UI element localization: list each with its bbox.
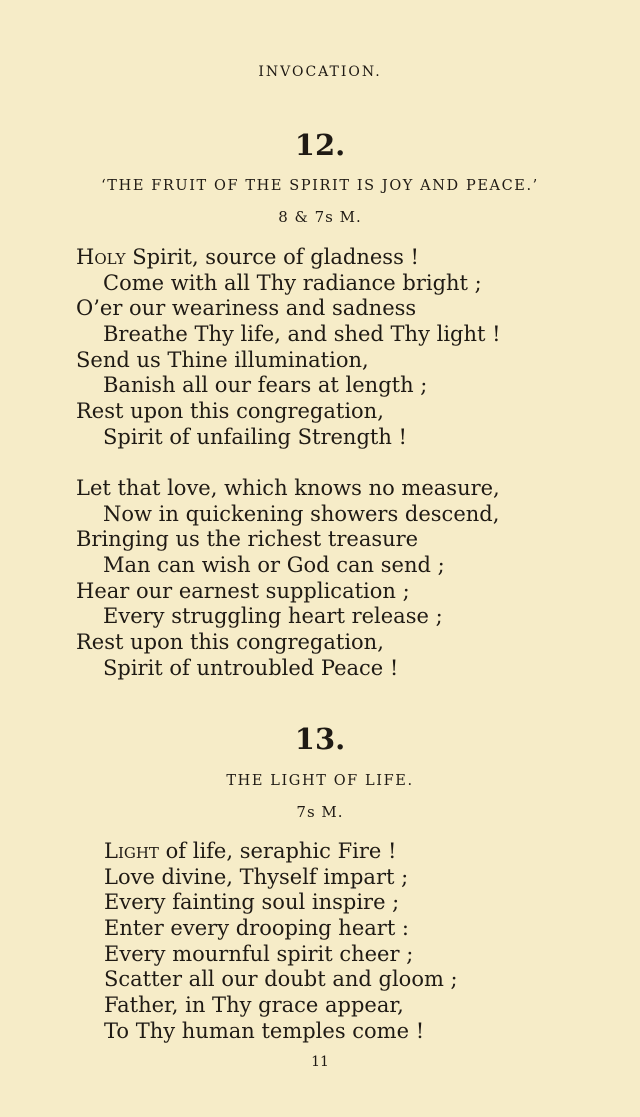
verse-line: Love divine, Thyself impart ; <box>104 864 409 889</box>
hymn-number: 13. <box>294 722 346 756</box>
verse-line: Send us Thine illumination, <box>76 347 369 372</box>
verse-line: Spirit of unfailing Strength ! <box>103 424 407 449</box>
verse-line: Every struggling heart release ; <box>103 604 443 629</box>
verse-line: Breathe Thy life, and shed Thy light ! <box>103 322 501 347</box>
verse-line: Spirit of untroubled Peace ! <box>103 655 399 680</box>
stanza <box>76 476 500 682</box>
verse-line: Hear our earnest supplication ; <box>76 578 410 603</box>
hymn-title: ‘THE FRUIT OF THE SPIRIT IS JOY AND PEACE.’ <box>101 178 539 194</box>
verse-line: O’er our weariness and sadness <box>76 296 417 321</box>
verse-line: Rest upon this congregation, <box>76 399 384 424</box>
stanza <box>76 245 501 451</box>
verse-line: Every fainting soul inspire ; <box>104 890 400 915</box>
verse-line-rest: of life, seraphic Fire ! <box>165 839 397 863</box>
verse-line: Come with all Thy radiance bright ; <box>103 270 482 295</box>
verse-line-rest: Spirit, source of gladness ! <box>132 245 419 269</box>
verse-line: Banish all our fears at length ; <box>103 373 428 398</box>
hymn-number: 12. <box>294 128 346 162</box>
hymn-meter: 8 & 7s M. <box>278 208 362 226</box>
page-number: 11 <box>311 1054 329 1070</box>
verse-line: Every mournful spirit cheer ; <box>104 941 414 966</box>
verse-line: Rest upon this congregation, <box>76 630 384 655</box>
hymn-meter: 7s M. <box>296 803 344 821</box>
verse-line <box>76 245 501 271</box>
verse-line: Scatter all our doubt and gloom ; <box>104 967 458 992</box>
stanza <box>104 839 458 1045</box>
verse-line: To Thy human temples come ! <box>104 1018 425 1043</box>
verse-line: Enter every drooping heart : <box>104 916 410 941</box>
verse-line: Father, in Thy grace appear, <box>104 993 404 1018</box>
verse-line: Bringing us the richest treasure <box>76 527 419 552</box>
verse-line: Now in quickening showers descend, <box>103 501 500 526</box>
verse-line <box>104 839 458 865</box>
verse-first-word: Holy <box>76 245 126 269</box>
verse-line: Let that love, which knows no measure, <box>76 476 500 500</box>
hymn-title: THE LIGHT OF LIFE. <box>226 773 414 789</box>
verse-line: Man can wish or God can send ; <box>103 553 445 578</box>
running-head: INVOCATION. <box>258 64 382 80</box>
verse-first-word: Light <box>104 839 159 863</box>
